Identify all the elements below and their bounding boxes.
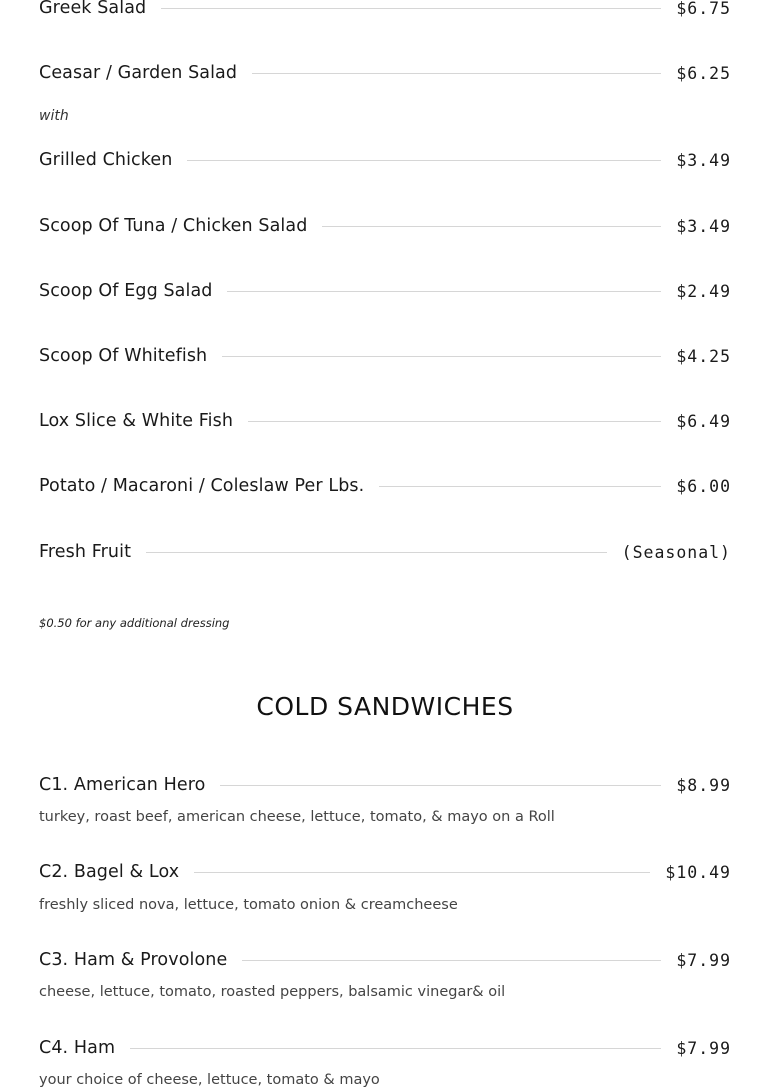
dotted-leader	[242, 960, 661, 961]
item-name: Scoop Of Tuna / Chicken Salad	[39, 216, 308, 236]
item-price: $2.49	[676, 281, 731, 301]
item-price: $3.49	[676, 216, 731, 236]
item-description: your choice of cheese, lettuce, tomato & mayo	[39, 1072, 380, 1088]
menu-item-greek-salad	[39, 0, 731, 19]
dotted-leader	[227, 291, 661, 292]
dotted-leader	[187, 160, 661, 161]
item-description: cheese, lettuce, tomato, roasted peppers, balsamic vinegar& oil	[39, 984, 506, 1000]
item-price: $3.49	[676, 150, 731, 170]
item-name: Potato / Macaroni / Coleslaw Per Lbs.	[39, 476, 365, 496]
menu-item-grilled-chicken	[39, 149, 731, 171]
item-price: $7.99	[676, 950, 731, 970]
item-price: $10.49	[665, 862, 731, 882]
dotted-leader	[379, 486, 661, 487]
item-description: turkey, roast beef, american cheese, lettuce, tomato, & mayo on a Roll	[39, 809, 555, 825]
menu-item-fresh-fruit	[39, 541, 731, 563]
dotted-leader	[146, 552, 607, 553]
item-name: Scoop Of Egg Salad	[39, 281, 213, 301]
item-name: Fresh Fruit	[39, 542, 132, 562]
menu-item-c2-bagel-lox	[39, 861, 731, 883]
menu-item-whitefish	[39, 345, 731, 367]
menu-item-c1-american-hero	[39, 774, 731, 796]
item-price: $4.25	[676, 346, 731, 366]
item-price: $6.25	[676, 63, 731, 83]
item-name: Scoop Of Whitefish	[39, 346, 208, 366]
dotted-leader	[322, 226, 661, 227]
dotted-leader	[222, 356, 661, 357]
item-name: C4. Ham	[39, 1038, 116, 1058]
menu-item-egg-salad	[39, 280, 731, 302]
dressing-note: $0.50 for any additional dressing	[39, 616, 230, 630]
item-name: C2. Bagel & Lox	[39, 862, 180, 882]
item-price: $7.99	[676, 1038, 731, 1058]
item-name: C1. American Hero	[39, 775, 206, 795]
dotted-leader	[252, 73, 661, 74]
item-price: (Seasonal)	[621, 542, 731, 562]
dotted-leader	[248, 421, 661, 422]
dotted-leader	[220, 785, 661, 786]
item-description: freshly sliced nova, lettuce, tomato onion & creamcheese	[39, 897, 458, 913]
section-title: COLD SANDWICHES	[256, 692, 514, 721]
item-name: Greek Salad	[39, 0, 147, 18]
dotted-leader	[161, 8, 661, 9]
item-price: $6.49	[676, 411, 731, 431]
item-name: Lox Slice & White Fish	[39, 411, 234, 431]
item-name: C3. Ham & Provolone	[39, 950, 228, 970]
item-name: Grilled Chicken	[39, 150, 173, 170]
item-price: $6.00	[676, 476, 731, 496]
menu-item-c3-ham-provolone	[39, 949, 731, 971]
menu-item-lox-white-fish	[39, 410, 731, 432]
with-label: with	[39, 108, 69, 124]
item-price: $8.99	[676, 775, 731, 795]
dotted-leader	[194, 872, 650, 873]
menu-item-ceasar-garden-salad	[39, 62, 731, 84]
item-price: $6.75	[676, 0, 731, 18]
dotted-leader	[130, 1048, 661, 1049]
menu-item-c4-ham	[39, 1037, 731, 1059]
menu-item-potato-macaroni-coleslaw	[39, 475, 731, 497]
menu-item-tuna-chicken-salad	[39, 215, 731, 237]
item-name: Ceasar / Garden Salad	[39, 63, 238, 83]
